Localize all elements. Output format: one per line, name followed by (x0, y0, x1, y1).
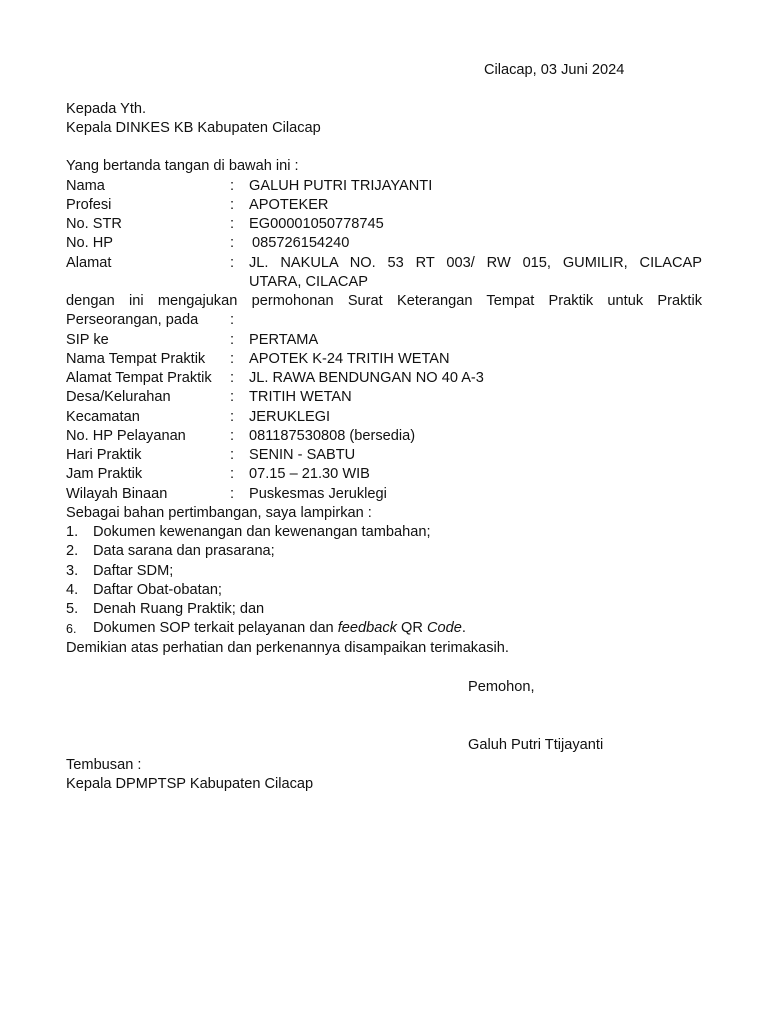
colon: : (230, 351, 235, 367)
label-hari: Hari Praktik (66, 447, 142, 463)
value-jam: 07.15 – 21.30 WIB (249, 466, 370, 482)
value-kecamatan: JERUKLEGI (249, 409, 331, 425)
attachment-text: QR (396, 620, 427, 636)
attachment-number: 1. (66, 524, 79, 540)
value-alamat-line2: UTARA, CILACAP (249, 274, 368, 290)
closing-line: Demikian atas perhatian dan perkenannya disampaikan terimakasih. (66, 640, 509, 656)
signer-name: Galuh Putri Ttijayanti (468, 737, 604, 753)
colon: : (230, 428, 235, 444)
request-line-2: Perseorangan, pada (66, 312, 199, 328)
colon: : (230, 486, 235, 502)
value-sip: PERTAMA (249, 332, 319, 348)
attachment-text-italic: feedback (337, 620, 397, 636)
label-kecamatan: Kecamatan (66, 409, 140, 425)
label-nama-tempat: Nama Tempat Praktik (66, 351, 206, 367)
recipient-salutation: Kepada Yth. (66, 101, 147, 117)
value-alamat-tempat: JL. RAWA BENDUNGAN NO 40 A-3 (249, 370, 484, 386)
intro-line: Yang bertanda tangan di bawah ini : (66, 158, 299, 174)
value-profesi: APOTEKER (249, 197, 329, 213)
attachment-item: Data sarana dan prasarana; (93, 543, 275, 559)
colon: : (230, 197, 235, 213)
letter-date: Cilacap, 03 Juni 2024 (484, 62, 625, 78)
label-sip: SIP ke (66, 332, 109, 348)
colon: : (230, 255, 235, 271)
label-wilayah: Wilayah Binaan (66, 486, 168, 502)
attachment-text-italic: Code (426, 620, 462, 636)
value-hari: SENIN - SABTU (249, 447, 356, 463)
colon: : (230, 447, 235, 463)
label-desa: Desa/Kelurahan (66, 389, 171, 405)
attachment-item (93, 620, 466, 637)
value-str: EG00001050778745 (249, 216, 384, 232)
attachment-item: Daftar SDM; (93, 563, 174, 579)
attachment-number: 3. (66, 563, 79, 579)
label-alamat: Alamat (66, 255, 112, 271)
colon: : (230, 312, 235, 328)
recipient-name: Kepala DINKES KB Kabupaten Cilacap (66, 120, 321, 136)
label-nama: Nama (66, 178, 105, 194)
label-str: No. STR (66, 216, 122, 232)
attachment-item: Denah Ruang Praktik; dan (93, 601, 265, 617)
attachments-intro: Sebagai bahan pertimbangan, saya lampirkan : (66, 505, 372, 521)
value-alamat-line1: JL. NAKULA NO. 53 RT 003/ RW 015, GUMILIR, CILACAP (249, 255, 702, 271)
colon: : (230, 370, 235, 386)
colon: : (230, 235, 235, 251)
attachment-text: . (461, 620, 466, 636)
label-alamat-tempat: Alamat Tempat Praktik (66, 370, 212, 386)
value-nama-tempat: APOTEK K-24 TRITIH WETAN (249, 351, 450, 367)
value-wilayah: Puskesmas Jeruklegi (249, 486, 387, 502)
attachment-number: 4. (66, 582, 79, 598)
label-jam: Jam Praktik (66, 466, 143, 482)
label-hp-pelayanan: No. HP Pelayanan (66, 428, 186, 444)
cc-label: Tembusan : (66, 757, 142, 773)
signoff: Pemohon, (468, 679, 535, 695)
cc-recipient: Kepala DPMPTSP Kabupaten Cilacap (66, 776, 314, 792)
attachment-number: 6. (66, 622, 77, 636)
colon: : (230, 216, 235, 232)
colon: : (230, 332, 235, 348)
request-line-1: dengan ini mengajukan permohonan Surat Keterangan Tempat Praktik untuk Praktik (66, 293, 702, 309)
label-hp: No. HP (66, 235, 114, 251)
attachment-item: Daftar Obat-obatan; (93, 582, 222, 598)
value-desa: TRITIH WETAN (249, 389, 352, 405)
attachment-number: 2. (66, 543, 79, 559)
value-nama: GALUH PUTRI TRIJAYANTI (249, 178, 433, 194)
attachment-item: Dokumen kewenangan dan kewenangan tambahan; (93, 524, 431, 540)
colon: : (230, 466, 235, 482)
colon: : (230, 409, 235, 425)
attachment-text: Dokumen SOP terkait pelayanan dan (93, 620, 338, 636)
colon: : (230, 178, 235, 194)
colon: : (230, 389, 235, 405)
attachment-number: 5. (66, 601, 79, 617)
value-hp: 085726154240 (252, 235, 350, 251)
value-hp-pelayanan: 081187530808 (bersedia) (249, 428, 416, 444)
label-profesi: Profesi (66, 197, 112, 213)
